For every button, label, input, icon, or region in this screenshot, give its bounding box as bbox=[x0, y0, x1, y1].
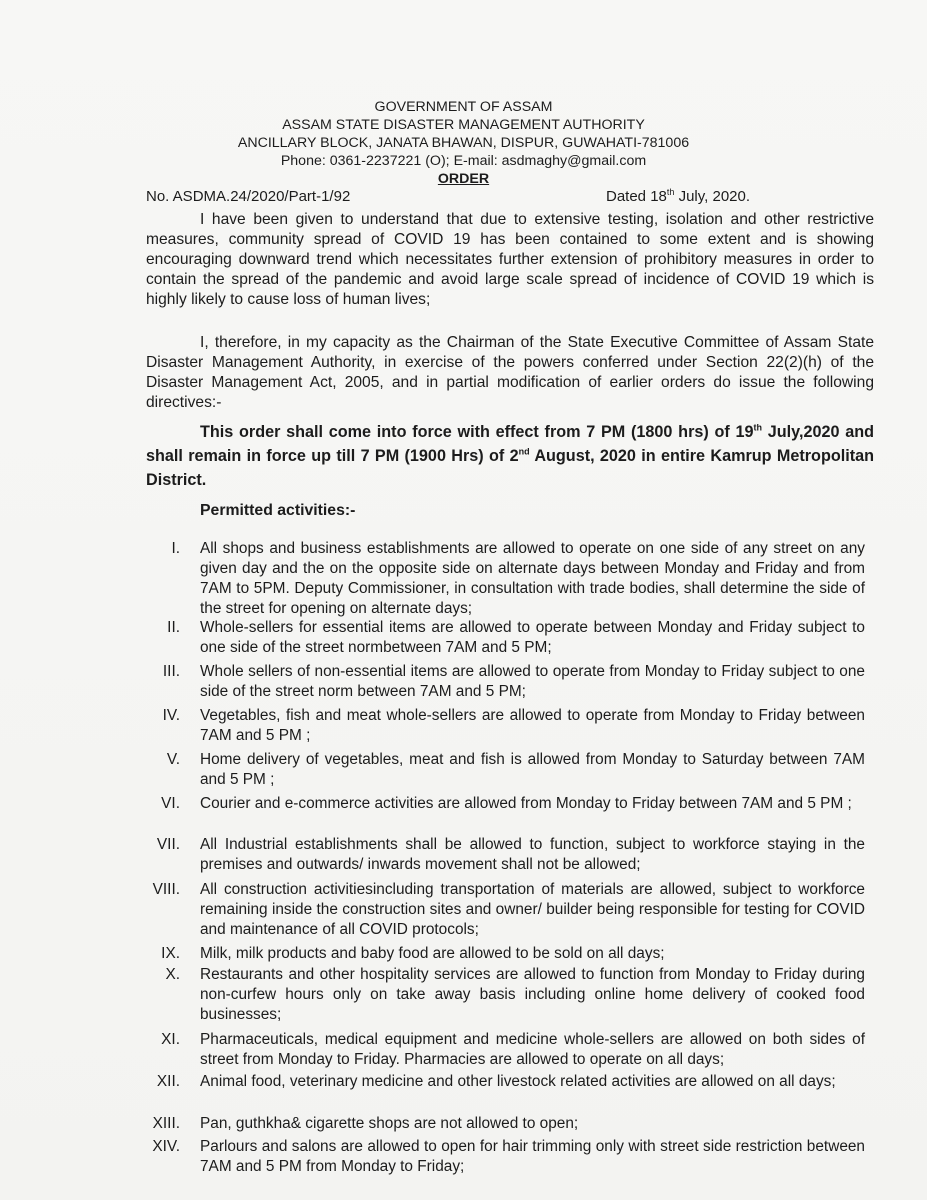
list-item-number: VI. bbox=[161, 795, 180, 812]
list-item-text: Pharmaceuticals, medical equipment and medicine whole-sellers are allowed on both sides of street from Monday to Friday. Pharmacies are allowed to operate on all days; bbox=[200, 1031, 865, 1068]
list-item-text: Home delivery of vegetables, meat and fish is allowed from Monday to Saturday between 7AM and 5 PM ; bbox=[200, 751, 865, 788]
paragraph-authority: I, therefore, in my capacity as the Chairman of the State Executive Committee of Assam State Disaster Management Authority, in exercise of the powers conferred under Section 22(2)(h) of the Disaster Management Act, 2005, and in partial modification of earlier orders do issue the following directives:- bbox=[146, 334, 874, 411]
effect-part1: This order shall come into force with effect from 7 PM (1800 hrs) of 19 bbox=[200, 423, 754, 441]
list-item-number: I. bbox=[171, 540, 180, 557]
list-item-text: All shops and business establishments are allowed to operate on one side of any street on any given day and the on the opposite side on alternate days between Monday and Friday and from 7AM to 5PM. Deputy Commissioner, in consultation with trade bodies, shall determine the side of the street for opening on alternate days; bbox=[200, 540, 865, 617]
list-item-number: XIV. bbox=[152, 1138, 180, 1155]
list-item-text: Courier and e-commerce activities are allowed from Monday to Friday between 7AM and 5 PM ; bbox=[200, 795, 852, 812]
list-item-number: VIII. bbox=[152, 881, 180, 898]
address: ANCILLARY BLOCK, JANATA BHAWAN, DISPUR, GUWAHATI-781006 bbox=[237, 135, 690, 151]
list-item-number: X. bbox=[165, 966, 180, 983]
order-date bbox=[606, 188, 750, 205]
effect-part2: July,2020 and shall remain in force up till 7 PM (1900 Hrs) of 2 bbox=[146, 423, 874, 465]
date-sup: th bbox=[666, 187, 675, 197]
list-item-number: XI. bbox=[161, 1031, 180, 1048]
list-item-text: Pan, guthkha& cigarette shops are not allowed to open; bbox=[200, 1115, 579, 1132]
list-item-number: XII. bbox=[156, 1073, 180, 1090]
effect-sup2: nd bbox=[518, 446, 530, 457]
paragraph-context: I have been given to understand that due to extensive testing, isolation and other restrictive measures, community spread of COVID 19 has been contained to some extent and is showing encouraging downward trend which necessitates further extension of prohibitory measures in order to contain the spread of the pandemic and avoid large scale spread of incidence of COVID 19 which is highly likely to cause loss of human lives; bbox=[146, 211, 874, 308]
list-item-text: Animal food, veterinary medicine and other livestock related activities are allowed on all days; bbox=[200, 1073, 836, 1090]
govt-name: GOVERNMENT OF ASSAM bbox=[374, 99, 553, 115]
list-item-number: III. bbox=[162, 663, 180, 680]
list-item-text: Vegetables, fish and meat whole-sellers are allowed to operate from Monday to Friday between 7AM and 5 PM ; bbox=[200, 707, 865, 744]
date-prefix: Dated 18 bbox=[606, 188, 667, 205]
letterhead bbox=[0, 98, 927, 188]
list-item-number: XIII. bbox=[152, 1115, 180, 1132]
order-title: ORDER bbox=[437, 171, 490, 187]
list-item-number: IX. bbox=[161, 945, 180, 962]
list-item-number: VII. bbox=[156, 836, 180, 853]
list-item-text: All Industrial establishments shall be allowed to function, subject to workforce staying in the premises and outwards/ inwards movement shall not be allowed; bbox=[200, 836, 865, 873]
list-item-number: II. bbox=[167, 619, 180, 636]
list-item-number: IV. bbox=[162, 707, 180, 724]
permitted-heading: Permitted activities:- bbox=[200, 502, 356, 519]
authority-name: ASSAM STATE DISASTER MANAGEMENT AUTHORITY bbox=[282, 117, 645, 133]
list-item-text: Parlours and salons are allowed to open for hair trimming only with street side restriction between 7AM and 5 PM from Monday to Friday; bbox=[200, 1138, 865, 1175]
list-item-text: Whole-sellers for essential items are allowed to operate between Monday and Friday subject to one side of the street normbetween 7AM and 5 PM; bbox=[200, 619, 865, 656]
contact-line: Phone: 0361-2237221 (O); E-mail: asdmaghy@gmail.com bbox=[280, 153, 647, 169]
list-item-text: All construction activitiesincluding transportation of materials are allowed, subject to workforce remaining inside the construction sites and owner/ builder being responsible for testing for COVID and maintenance of all COVID protocols; bbox=[200, 881, 865, 938]
order-number: No. ASDMA.24/2020/Part-1/92 bbox=[146, 188, 351, 205]
list-item-text: Whole sellers of non-essential items are allowed to operate from Monday to Friday subject to one side of the street norm between 7AM and 5 PM; bbox=[200, 663, 865, 700]
effect-part3: August, 2020 in entire Kamrup Metropolitan District. bbox=[146, 447, 875, 489]
list-item-text: Milk, milk products and baby food are allowed to be sold on all days; bbox=[200, 945, 665, 962]
effect-sup1: th bbox=[753, 422, 763, 433]
list-item-text: Restaurants and other hospitality services are allowed to function from Monday to Friday during non-curfew hours only on take away basis including online home delivery of cooked food businesses; bbox=[200, 966, 865, 1023]
date-suffix: July, 2020. bbox=[674, 188, 751, 205]
effect-indent bbox=[146, 423, 200, 441]
effect-paragraph bbox=[146, 420, 874, 492]
list-item-number: V. bbox=[166, 751, 180, 768]
